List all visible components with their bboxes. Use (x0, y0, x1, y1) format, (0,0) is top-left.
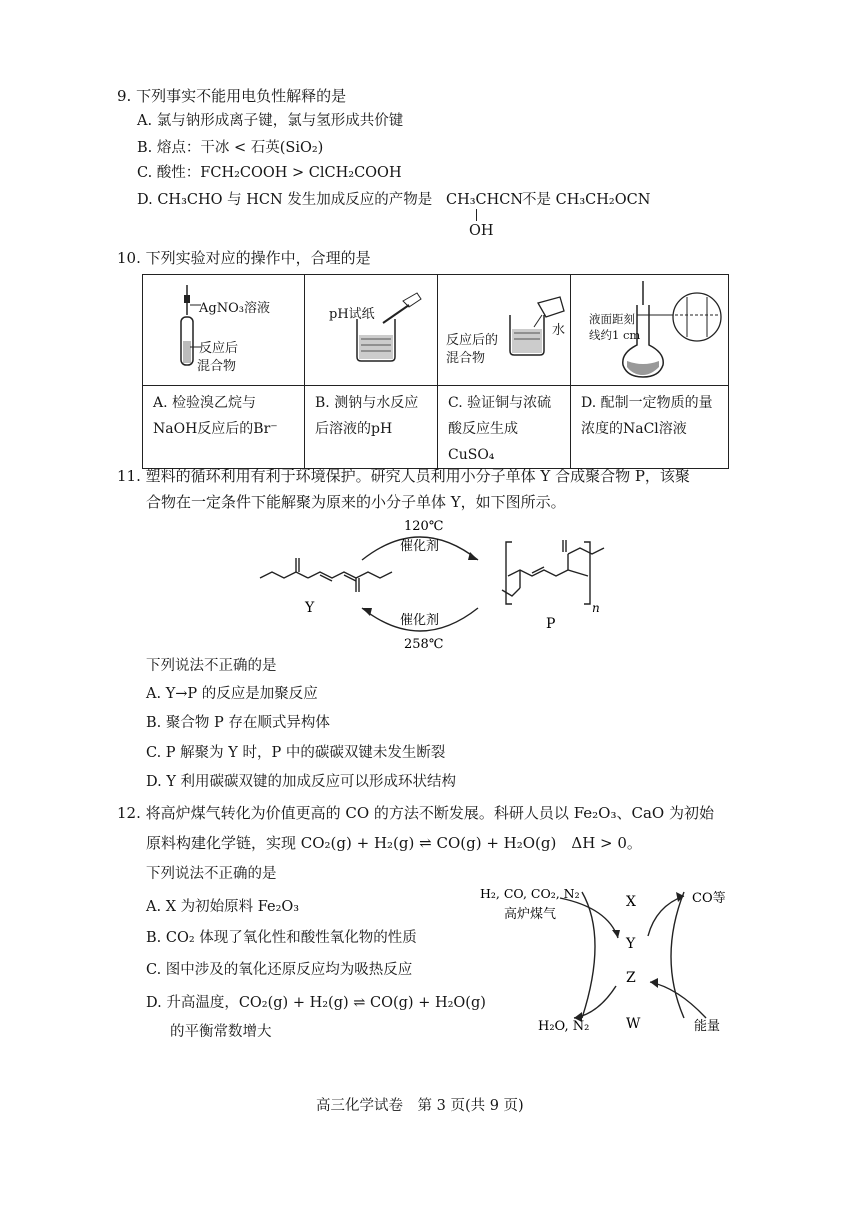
label-h2o-n2: H₂O, N₂ (538, 1019, 590, 1034)
q9-option-d-formula: CH₃CHCN (446, 192, 524, 208)
q11-option-a: A. Y→P 的反应是加聚反应 (146, 686, 318, 702)
q10-figure-d (571, 275, 729, 386)
right-cycle-arc (671, 892, 684, 1018)
node-w: W (626, 1016, 641, 1032)
q9-bond-line (476, 209, 477, 221)
label-n: n (592, 601, 600, 615)
q11-stem-line1: 11. 塑料的循环利用有利于环境保护。研究人员利用小分子单体 Y 合成聚合物 P，该聚 (117, 467, 690, 485)
q12-option-d-line2: 的平衡常数增大 (170, 1024, 272, 1040)
left-cycle-arc (582, 892, 595, 1018)
node-x: X (626, 894, 636, 910)
label-co-out: CO等 (692, 891, 726, 906)
q10-experiment-table (142, 274, 729, 469)
label-c-mix1: 反应后的 (446, 333, 499, 348)
co-out-arrow (648, 896, 684, 936)
q12-option-a: A. X 为初始原料 Fe₂O₃ (146, 899, 300, 915)
label-c-mix2: 混合物 (446, 351, 486, 366)
q10-figure-b (305, 275, 438, 386)
label-d-note2: 线约1 cm (589, 328, 641, 342)
beaker-ph-paper-icon (305, 275, 438, 385)
h2o-out-arrow (574, 986, 616, 1018)
q9-stem: 9. 下列事实不能用电负性解释的是 (117, 87, 347, 105)
monomer-y-structure (260, 558, 392, 592)
label-blast-furnace-gas: 高炉煤气 (504, 907, 557, 922)
q9-option-b: B. 熔点：干冰 < 石英(SiO₂) (137, 140, 324, 156)
q10-caption-d: D. 配制一定物质的量浓度的NaCl溶液 (571, 386, 729, 469)
q12-option-c: C. 图中涉及的氧化还原反应均为吸热反应 (146, 962, 413, 978)
q12-option-b: B. CO₂ 体现了氧化性和酸性氧化物的性质 (146, 930, 417, 946)
q10-caption-c: C. 验证铜与浓硫酸反应生成CuSO₄ (438, 386, 571, 469)
node-y: Y (626, 936, 636, 952)
label-p: P (546, 616, 556, 632)
q11-option-d: D. Y 利用碳碳双键的加成反应可以形成环状结构 (146, 774, 457, 790)
q10-caption-a: A. 检验溴乙烷与NaOH反应后的Br⁻ (143, 386, 305, 469)
label-a-mix1: 反应后 (199, 341, 239, 356)
page-footer: 高三化学试卷 第 3 页(共 9 页) (316, 1098, 524, 1114)
forward-catalyst: 催化剂 (400, 539, 440, 554)
polymer-p-structure (502, 540, 604, 604)
q12-stem-line2: 原料构建化学链，实现 CO₂(g) + H₂(g) ⇌ CO(g) + H₂O(g) ΔH > 0。 (146, 834, 642, 852)
q9-option-d-tail: 不是 CH₃CH₂OCN (522, 192, 651, 208)
q12-question: 下列说法不正确的是 (146, 866, 277, 882)
q11-option-c: C. P 解聚为 Y 时，P 中的碳碳双键未发生断裂 (146, 745, 446, 761)
label-ph-paper: pH试纸 (329, 307, 375, 322)
label-agno3: AgNO₃溶液 (199, 301, 270, 316)
q9-option-d: D. CH₃CHO 与 HCN 发生加成反应的产物是 (137, 192, 433, 208)
label-y: Y (305, 600, 315, 616)
q11-option-b: B. 聚合物 P 存在顺式异构体 (146, 715, 330, 731)
q12-option-d-line1: D. 升高温度，CO₂(g) + H₂(g) ⇌ CO(g) + H₂O(g) (146, 995, 486, 1011)
label-a-mix2: 混合物 (197, 359, 237, 374)
q9-option-a: A. 氯与钠形成离子键，氯与氢形成共价键 (137, 113, 404, 129)
q10-figure-c (438, 275, 571, 386)
label-d-note1: 液面距刻 (589, 312, 635, 326)
q11-reaction-scheme (250, 516, 630, 656)
q11-question: 下列说法不正确的是 (146, 658, 277, 674)
backward-catalyst: 催化剂 (400, 613, 440, 628)
q11-stem-line2: 合物在一定条件下能解聚为原来的小分子单体 Y，如下图所示。 (146, 493, 566, 511)
q10-caption-b: B. 测钠与水反应后溶液的pH (305, 386, 438, 469)
label-water: 水 (552, 323, 566, 338)
q9-option-d-oh: OH (469, 223, 494, 239)
q9-option-c: C. 酸性：FCH₂COOH > ClCH₂COOH (137, 165, 402, 181)
q10-stem: 10. 下列实验对应的操作中，合理的是 (117, 249, 371, 267)
feed-arrow (560, 898, 618, 938)
label-gas-in: H₂, CO, CO₂, N₂ (480, 886, 580, 901)
q10-figure-a (143, 275, 305, 386)
forward-temp: 120℃ (404, 519, 444, 534)
label-energy: 能量 (694, 1019, 721, 1034)
backward-temp: 258℃ (404, 637, 444, 652)
q12-chemical-chain-diagram (478, 878, 748, 1038)
q12-stem-line1: 12. 将高炉煤气转化为价值更高的 CO 的方法不断发展。科研人员以 Fe₂O₃、CaO 为初始 (117, 804, 714, 822)
node-z: Z (626, 970, 636, 986)
